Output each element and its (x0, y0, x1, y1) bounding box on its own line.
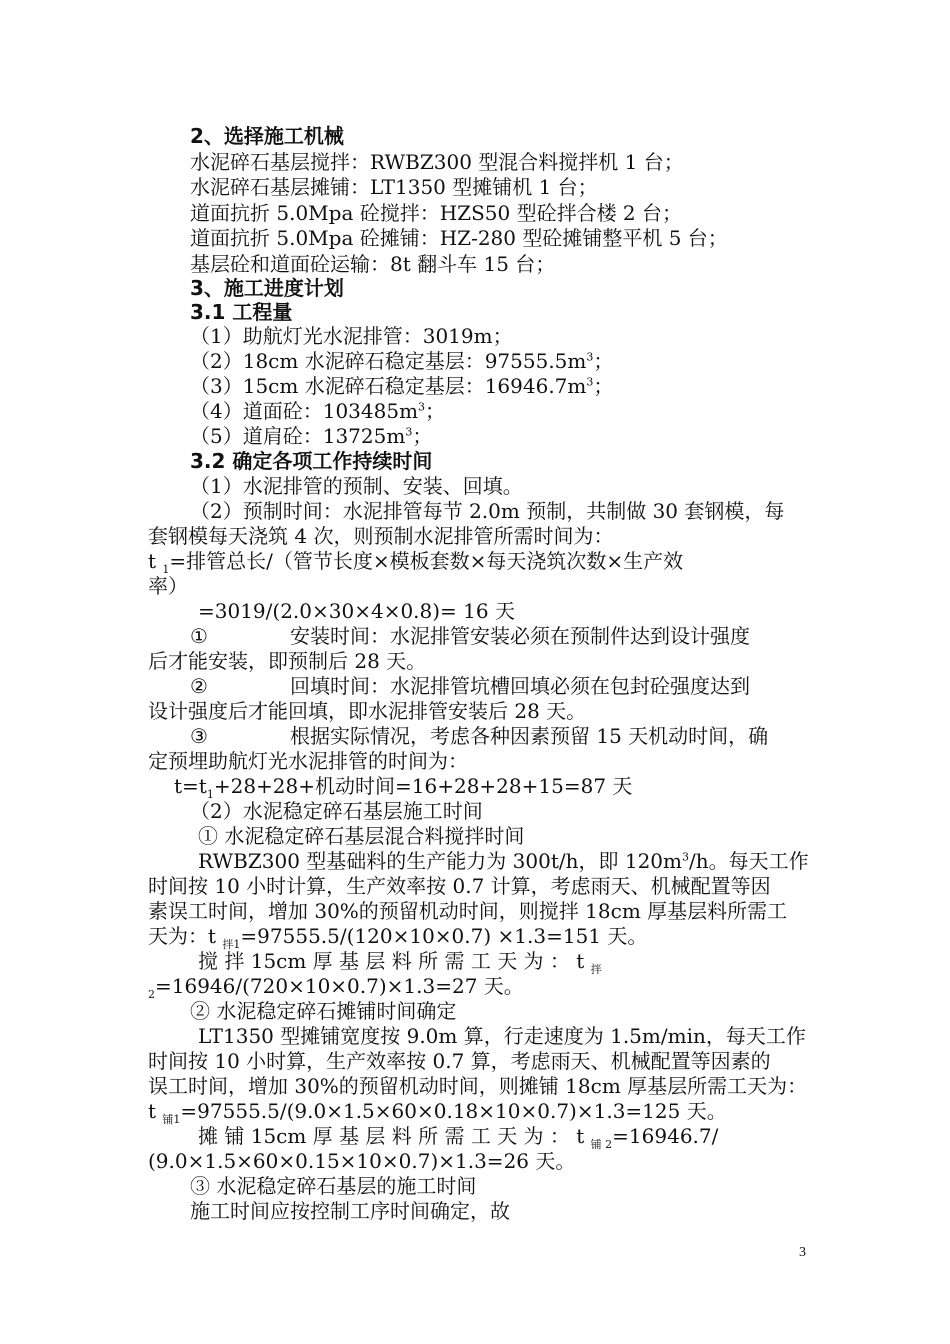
para-pipe-2: （2）预制时间：水泥排管每节 2.0m 预制，共制做 30 套钢模，每 (190, 499, 785, 523)
machine-item-3: 道面抗折 5.0Mpa 砼搅拌：HZS50 型砼拌合楼 2 台； (190, 201, 683, 225)
quantity-4: （4）道面砼：$103485m^3$； (190, 399, 446, 423)
spread-line-4: t $_{铺1}$=97555.5/(9.0×1.5×60×0.18×10×0.7)×1.3=125 天。 (148, 1099, 727, 1126)
page-number: 3 (799, 1245, 806, 1260)
mix-line-5: 搅 拌 15cm 厚 基 层 料 所 需 工 天 为 ： t $_拌$ (198, 949, 602, 976)
formula-t1-cont: 率） (148, 574, 188, 598)
spread-line-3: 误工时间，增加 30%的预留机动时间，则摊铺 18cm 厚基层所需工天为： (148, 1074, 808, 1098)
machine-item-2: 水泥碎石基层摊铺：LT1350 型摊铺机 1 台； (190, 175, 598, 199)
para-pipe-1: （1）水泥排管的预制、安装、回填。 (190, 474, 523, 498)
spread-line-6: (9.0×1.5×60×0.15×10×0.7)×1.3=26 天。 (148, 1149, 576, 1173)
formula-t1-result: =3019/(2.0×30×4×0.8)= 16 天 (198, 599, 515, 623)
machine-item-4: 道面抗折 5.0Mpa 砼摊铺：HZ-280 型砼摊铺整平机 5 台； (190, 226, 728, 250)
machine-item-1: 水泥碎石基层搅拌：RWBZ300 型混合料搅拌机 1 台； (190, 150, 684, 174)
item-1-cont: 后才能安装，即预制后 28 天。 (148, 649, 427, 673)
item-2-number: ② (190, 674, 208, 698)
mix-line-1: RWBZ300 型基础料的生产能力为 300t/h，即 $120m^3/h$。每天工作 (198, 849, 809, 873)
para-base-heading: （2）水泥稳定碎石基层施工时间 (190, 799, 483, 823)
spread-line-2: 时间按 10 小时算，生产效率按 0.7 算，考虑雨天、机械配置等因素的 (148, 1049, 771, 1073)
quantity-2: （2）18cm 水泥碎石稳定基层：$97555.5m^3$； (190, 349, 614, 373)
item-3-cont: 定预埋助航灯光水泥排管的时间为： (148, 749, 468, 773)
item-3-number: ③ (190, 724, 208, 748)
section-2-heading: 2、选择施工机械 (190, 124, 344, 148)
formula-t1: t $_1$=排管总长/（管节长度×模板套数×每天浇筑次数×生产效 (148, 549, 684, 576)
item-2-text: 回填时间：水泥排管坑槽回填必须在包封砼强度达到 (290, 674, 750, 698)
section-3-heading: 3、施工进度计划 (190, 276, 344, 300)
spread-line-5: 摊 铺 15cm 厚 基 层 料 所 需 工 天 为 ： t $_{铺 2}$=16946.7/ (198, 1124, 719, 1151)
mix-line-6: $_2$=16946/(720×10×0.7)×1.3=27 天。 (148, 974, 524, 1001)
quantity-3: （3）15cm 水泥碎石稳定基层：$16946.7m^3$； (190, 374, 614, 398)
item-3-text: 根据实际情况，考虑各种因素预留 15 天机动时间，确 (290, 724, 769, 748)
machine-item-5: 基层砼和道面砼运输：8t 翻斗车 15 台； (190, 252, 556, 276)
mix-line-3: 素误工时间，增加 30%的预留机动时间，则搅拌 18cm 厚基层料所需工 (148, 899, 788, 923)
final-line: 施工时间应按控制工序时间确定，故 (190, 1199, 510, 1223)
quantity-5: （5）道肩砼：$13725m^3$； (190, 424, 433, 448)
para-base-time-heading: ③ 水泥稳定碎石基层的施工时间 (190, 1174, 477, 1198)
section-3-2-heading: 3.2 确定各项工作持续时间 (190, 449, 433, 473)
mix-line-4: 天为：t $_{拌1}$=97555.5/(120×10×0.7) ×1.3=151 天。 (148, 924, 648, 951)
quantity-1: （1）助航灯光水泥排管：3019m； (190, 324, 513, 348)
para-spread-heading: ② 水泥稳定碎石摊铺时间确定 (190, 999, 457, 1023)
item-1-number: ① (190, 624, 208, 648)
para-pipe-3: 套钢模每天浇筑 4 次，则预制水泥排管所需时间为： (148, 524, 614, 548)
mix-line-2: 时间按 10 小时计算，生产效率按 0.7 计算，考虑雨天、机械配置等因 (148, 874, 771, 898)
spread-line-1: LT1350 型摊铺宽度按 9.0m 算，行走速度为 1.5m/min，每天工作 (198, 1024, 806, 1048)
section-3-1-heading: 3.1 工程量 (190, 300, 293, 324)
para-mix-heading: ① 水泥稳定碎石基层混合料搅拌时间 (198, 824, 525, 848)
formula-total-t: $t=t_1+28+28+$机动时间=16+28+28+15=87 天 (174, 774, 633, 801)
item-2-cont: 设计强度后才能回填，即水泥排管安装后 28 天。 (148, 699, 587, 723)
item-1-text: 安装时间：水泥排管安装必须在预制件达到设计强度 (290, 624, 750, 648)
